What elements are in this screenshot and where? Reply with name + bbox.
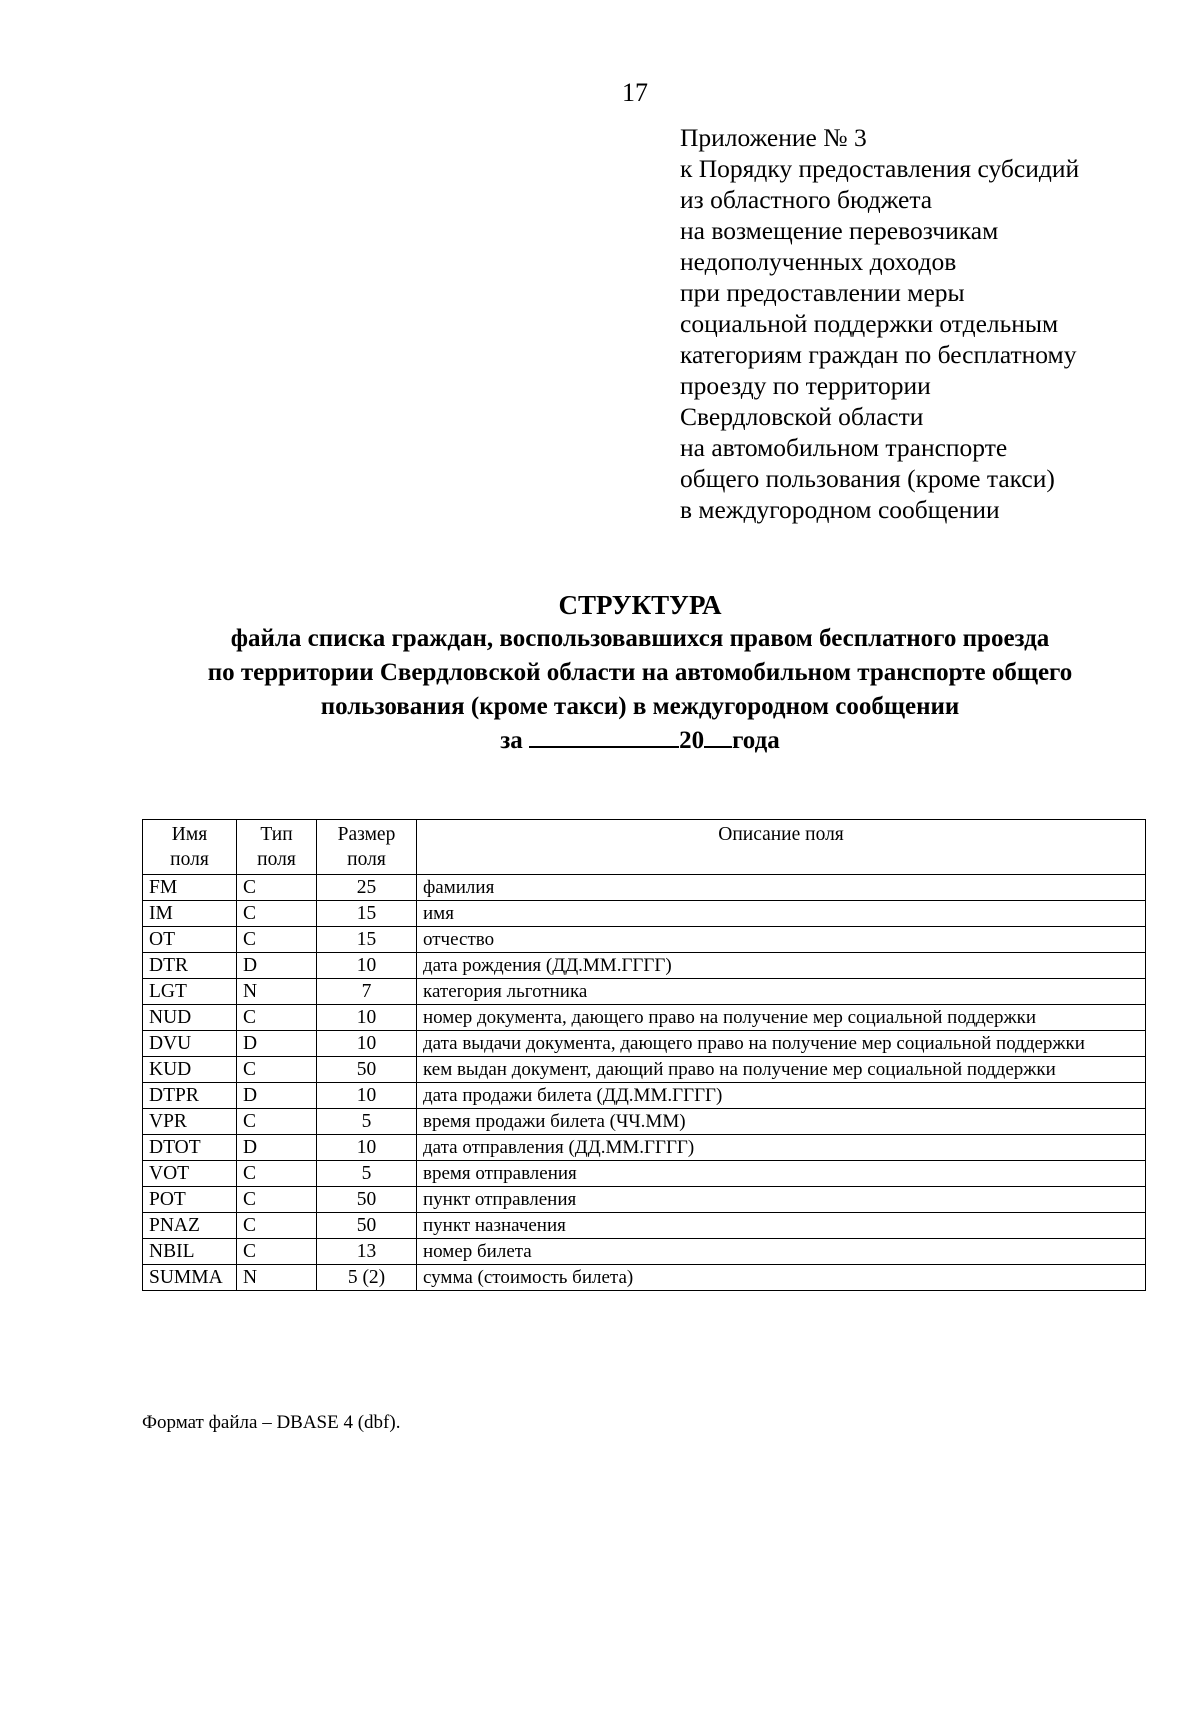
table-row [143, 901, 1146, 927]
field-type: C [237, 1057, 317, 1083]
period-prefix: за [500, 727, 523, 754]
appendix-line: категориям граждан по бесплатному [680, 340, 1077, 369]
field-name: PNAZ [143, 1213, 237, 1239]
field-type: D [237, 1031, 317, 1057]
field-name: KUD [143, 1057, 237, 1083]
title-main: СТРУКТУРА [558, 590, 722, 620]
appendix-line: в междугородном сообщении [680, 495, 1000, 524]
field-type: D [237, 1083, 317, 1109]
appendix-line: на возмещение перевозчикам [680, 216, 999, 245]
field-name: DTOT [143, 1135, 237, 1161]
field-type: D [237, 953, 317, 979]
field-description: дата продажи билета (ДД.ММ.ГГГГ) [417, 1083, 1146, 1109]
appendix-header [680, 122, 1180, 525]
field-description: время отправления [417, 1161, 1146, 1187]
field-size: 10 [317, 1083, 417, 1109]
table-row [143, 1135, 1146, 1161]
table-row [143, 979, 1146, 1005]
field-type: C [237, 927, 317, 953]
appendix-line: социальной поддержки отдельным [680, 309, 1059, 338]
header-field-name: Имя поля [143, 820, 237, 875]
document-title [100, 588, 1180, 758]
appendix-line: на автомобильном транспорте [680, 433, 1008, 462]
field-size: 15 [317, 901, 417, 927]
field-description: дата выдачи документа, дающего право на получение мер социальной поддержки [417, 1031, 1146, 1057]
field-description: пункт отправления [417, 1187, 1146, 1213]
table-row [143, 1213, 1146, 1239]
period-year-prefix: 20 [679, 727, 705, 754]
table-row [143, 875, 1146, 901]
field-size: 10 [317, 1135, 417, 1161]
table-row [143, 1083, 1146, 1109]
field-description: фамилия [417, 875, 1146, 901]
field-name: NUD [143, 1005, 237, 1031]
table-row [143, 1109, 1146, 1135]
field-name: LGT [143, 979, 237, 1005]
field-name: DTR [143, 953, 237, 979]
table-row [143, 1161, 1146, 1187]
file-format-note: Формат файла – DBASE 4 (dbf). [142, 1412, 401, 1433]
field-size: 10 [317, 1005, 417, 1031]
field-type: C [237, 1005, 317, 1031]
title-period [100, 724, 1180, 758]
field-description: сумма (стоимость билета) [417, 1265, 1146, 1291]
field-name: IM [143, 901, 237, 927]
field-type: C [237, 1239, 317, 1265]
appendix-line: проезду по территории [680, 371, 931, 400]
table-row [143, 1031, 1146, 1057]
header-field-description: Описание поля [417, 820, 1146, 875]
field-type: C [237, 875, 317, 901]
field-size: 10 [317, 1031, 417, 1057]
appendix-line: при предоставлении меры [680, 278, 965, 307]
field-description: номер документа, дающего право на получение мер социальной поддержки [417, 1005, 1146, 1031]
field-size: 10 [317, 953, 417, 979]
field-name: SUMMA [143, 1265, 237, 1291]
field-type: C [237, 901, 317, 927]
field-size: 50 [317, 1213, 417, 1239]
field-size: 5 [317, 1109, 417, 1135]
field-type: N [237, 1265, 317, 1291]
field-name: VPR [143, 1109, 237, 1135]
field-description: кем выдан документ, дающий право на получение мер социальной поддержки [417, 1057, 1146, 1083]
field-name: POT [143, 1187, 237, 1213]
fields-table [142, 819, 1146, 1291]
header-field-size: Размер поля [317, 820, 417, 875]
appendix-line: недополученных доходов [680, 247, 957, 276]
field-size: 5 [317, 1161, 417, 1187]
field-size: 50 [317, 1057, 417, 1083]
field-size: 25 [317, 875, 417, 901]
field-size: 15 [317, 927, 417, 953]
field-description: отчество [417, 927, 1146, 953]
title-subtitle-line: пользования (кроме такси) в междугородном сообщении [320, 693, 960, 720]
field-description: пункт назначения [417, 1213, 1146, 1239]
appendix-line: из областного бюджета [680, 185, 933, 214]
field-description: дата рождения (ДД.ММ.ГГГГ) [417, 953, 1146, 979]
period-blank [529, 746, 679, 748]
appendix-line: Приложение № 3 [680, 123, 867, 152]
field-type: C [237, 1109, 317, 1135]
field-size: 50 [317, 1187, 417, 1213]
field-description: дата отправления (ДД.ММ.ГГГГ) [417, 1135, 1146, 1161]
period-year-blank [704, 746, 732, 748]
field-type: N [237, 979, 317, 1005]
field-type: D [237, 1135, 317, 1161]
table-row [143, 1187, 1146, 1213]
field-type: C [237, 1161, 317, 1187]
field-name: DTPR [143, 1083, 237, 1109]
table-row [143, 1265, 1146, 1291]
field-size: 13 [317, 1239, 417, 1265]
table-row [143, 927, 1146, 953]
title-subtitle-line: файла списка граждан, воспользовавшихся правом бесплатного проезда [230, 625, 1050, 652]
header-field-type: Тип поля [237, 820, 317, 875]
field-description: категория льготника [417, 979, 1146, 1005]
field-name: DVU [143, 1031, 237, 1057]
appendix-line: Свердловской области [680, 402, 924, 431]
page-number: 17 [622, 78, 648, 107]
field-description: номер билета [417, 1239, 1146, 1265]
table-row [143, 1005, 1146, 1031]
field-size: 7 [317, 979, 417, 1005]
table-row [143, 1239, 1146, 1265]
field-name: OT [143, 927, 237, 953]
title-subtitle-line: по территории Свердловской области на автомобильном транспорте общего [207, 659, 1073, 686]
field-description: имя [417, 901, 1146, 927]
table-row [143, 1057, 1146, 1083]
field-name: VOT [143, 1161, 237, 1187]
appendix-line: к Порядку предоставления субсидий [680, 154, 1080, 183]
period-suffix: года [732, 727, 780, 754]
field-type: C [237, 1187, 317, 1213]
field-type: C [237, 1213, 317, 1239]
appendix-line: общего пользования (кроме такси) [680, 464, 1055, 493]
table-header-row [143, 820, 1146, 875]
field-name: NBIL [143, 1239, 237, 1265]
field-name: FM [143, 875, 237, 901]
field-description: время продажи билета (ЧЧ.ММ) [417, 1109, 1146, 1135]
table-row [143, 953, 1146, 979]
field-size: 5 (2) [317, 1265, 417, 1291]
